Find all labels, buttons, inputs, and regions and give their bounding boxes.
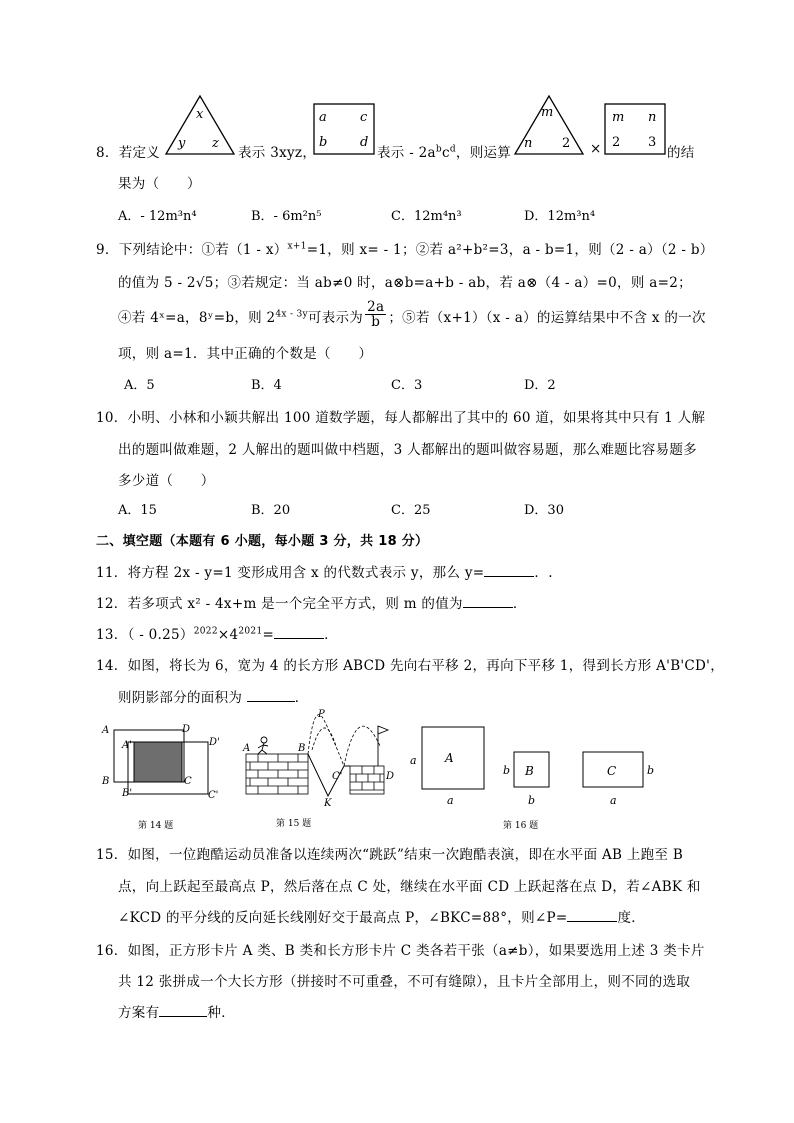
figure-16 [405, 718, 665, 833]
q8-box1-br: d [360, 135, 369, 150]
fig16-caption: 第 16 题 [503, 821, 539, 831]
section2-heading: 二、填空题（本题有 6 小题，每小题 3 分，共 18 分） [96, 534, 429, 549]
q8-triangle-mn2 [512, 94, 586, 158]
q8-box1-tl: a [319, 110, 327, 125]
fig15-right-wall [350, 766, 384, 794]
fig15-label-A: A [243, 743, 251, 754]
fig15-jump-arc-2 [344, 726, 380, 766]
q15-answer-blank[interactable] [567, 908, 617, 922]
fig16-c-right: b [647, 764, 655, 777]
fig14-shaded [134, 742, 182, 782]
q8-option-a[interactable]: A．- 12m³n⁴ [118, 209, 197, 224]
q9-frac-den: b [371, 314, 381, 330]
q8-mid2-sup1: b [435, 144, 442, 155]
q9-line3-b: 可表示为 [307, 310, 364, 326]
fig16-a-side: a [410, 754, 417, 767]
q10-line2: 出的题叫做难题，2 人解出的题叫做中档题，3 人都解出的题叫做容易题，那么难题比容易题多 [118, 442, 697, 458]
q8-box-abcd [313, 103, 375, 155]
fig16-label-C: C [607, 764, 617, 778]
fig15-label-D: D [386, 771, 395, 782]
q8-mid2 [377, 141, 511, 161]
figure-15 [240, 706, 400, 833]
q12-answer-blank[interactable] [463, 594, 513, 608]
q8-mid1: 表示 3xyz， [238, 145, 317, 161]
fig14-caption: 第 14 题 [138, 821, 174, 831]
q8-box2-br: 3 [648, 135, 657, 150]
q12-end: ． [512, 596, 527, 612]
q8-tri2-right: 2 [562, 136, 571, 151]
fig16-label-B: B [525, 764, 534, 778]
fig15-runner-icon [258, 737, 268, 754]
q8-mid2-sup2: d [449, 144, 456, 155]
fig14-label-C1: C' [208, 790, 219, 801]
q9-line4: 项，则 a=1．其中正确的个数是（ ） [118, 346, 373, 362]
q13-end: ． [324, 627, 338, 643]
fig16-c-bottom: a [610, 794, 617, 807]
q9-option-b[interactable]: B．4 [251, 378, 282, 393]
fig14-label-A1: A' [122, 740, 132, 751]
q9-option-d[interactable]: D．2 [524, 378, 556, 393]
q8-tri1-left: y [178, 136, 186, 151]
q8-option-b[interactable]: B．- 6m²n⁵ [251, 209, 322, 224]
q9-option-c[interactable]: C．3 [391, 378, 423, 393]
q14-end: ． [294, 690, 309, 706]
fig15-label-P: P [318, 709, 325, 720]
q11-answer-blank[interactable] [484, 563, 534, 577]
q10-line3: 多少道（ ） [118, 473, 215, 489]
q14-answer-blank[interactable] [247, 688, 295, 702]
q8-tri1-right: z [212, 136, 219, 151]
q8-option-d[interactable]: D．12m³n⁴ [524, 209, 596, 224]
fig16-b-side: b [503, 764, 511, 777]
fig15-left-wall [246, 754, 308, 794]
fig16-b-bottom: b [528, 794, 536, 807]
q9-line3 [118, 299, 706, 338]
q8-line2: 果为（ ） [118, 176, 201, 192]
fig15-flag-icon [378, 726, 388, 766]
q10-option-d[interactable]: D．30 [524, 503, 564, 518]
q15-line3 [118, 906, 645, 926]
q8-box2-tr: n [648, 110, 657, 125]
q9-line1-b: =1，则 x= - 1；②若 a²+b²=3，a - b=1，则（2 - a）（2 - b） [306, 242, 714, 258]
q16-line3-text: 方案有 [118, 1005, 160, 1021]
q13-answer-blank[interactable] [274, 625, 324, 639]
q14-line2-text: 则阴影部分的面积为 [118, 690, 247, 706]
q15-line2: 点，向上跃起至最高点 P，然后落在点 C 处，继续在水平面 CD 上跃起落在点 D，若∠ABK 和 [118, 879, 701, 895]
q14-line2 [118, 686, 309, 706]
q12 [96, 592, 527, 612]
fig14-label-D1: D' [209, 737, 220, 748]
q8-box1-bl: b [319, 135, 328, 150]
q16-line3 [118, 1001, 235, 1021]
q8-tri2-top: m [541, 105, 554, 120]
q16-end: 种． [207, 1005, 236, 1021]
q8-box1-tr: c [360, 110, 368, 125]
q13-sup2: 2021 [238, 626, 263, 637]
fig14-label-B: B [102, 776, 110, 787]
q9-line3-sup: 4x - 3y [275, 309, 308, 320]
q13-text-a: 13．（ - 0.25） [96, 627, 194, 643]
fig14-label-D: D [182, 724, 191, 735]
q8-box-mn23 [604, 103, 666, 155]
q16-answer-blank[interactable] [159, 1003, 207, 1017]
q11-text: 11．将方程 2x - y=1 变形成用含 x 的代数式表示 y，那么 y= [96, 565, 485, 581]
q16-line1: 16．如图，正方形卡片 A 类、B 类和长方形卡片 C 类各若干张（a≠b），如果要选用上述 3 类卡片 [96, 943, 705, 959]
fig15-label-K: K [324, 798, 332, 809]
q8-line1 [96, 141, 160, 165]
q12-text: 12．若多项式 x² - 4x+m 是一个完全平方式，则 m 的值为 [96, 596, 463, 612]
q8-mid2-a: 表示 - 2a [377, 145, 436, 161]
q9-line3-c: ；⑤若（x+1）（x - a）的运算结果中不含 x 的一次 [388, 310, 706, 326]
fig14-label-A: A [102, 725, 110, 736]
q8-times: × [590, 141, 602, 157]
q13-sup1: 2022 [193, 626, 218, 637]
q10-option-a[interactable]: A．15 [118, 503, 157, 518]
q9-line2: 的值为 5 - 2√5；③若规定：当 ab≠0 时，a⊗b=a+b - ab，若 a⊗（4 - a）=0，则 a=2； [118, 275, 692, 291]
q13 [96, 623, 338, 643]
q8-lead: 若定义 [118, 145, 161, 161]
q9-line1 [96, 238, 714, 258]
q15-line1: 15．如图，一位跑酷运动员准备以连续两次“跳跃”结束一次跑酷表演，即在水平面 AB 上跑至 B [96, 847, 684, 863]
q10-line1: 10．小明、小林和小颖共解出 100 道数学题，每人都解出了其中的 60 道，如果将其中只有 1 人解 [96, 410, 706, 426]
q8-tri1-top: x [196, 107, 204, 122]
q9-frac-num: 2a [367, 299, 385, 315]
q13-text-c: = [262, 627, 275, 643]
q14-line1: 14．如图，将长为 6，宽为 4 的长方形 ABCD 先向右平移 2，再向下平移 1，得到长方形 A'B'CD'， [96, 658, 724, 674]
fig15-label-B: B [298, 743, 306, 754]
fig15-jump-arc-1 [308, 715, 344, 766]
q9-line1-sup: x+1 [287, 241, 307, 252]
fig15-label-C: C' [332, 771, 343, 782]
q9-fraction [365, 300, 386, 329]
q11-end: ．. [534, 565, 553, 581]
q15-line3-text: ∠KCD 的平分线的反向延长线刚好交于最高点 P，∠BKC=88°，则∠P= [118, 910, 568, 926]
figure-14 [96, 718, 236, 833]
q11 [96, 561, 553, 581]
q8-box2-tl: m [612, 110, 625, 125]
q8-tail: 的结 [667, 145, 695, 161]
fig16-a-bottom: a [447, 794, 454, 807]
fig14-label-C: C [184, 776, 192, 787]
q8-option-c[interactable]: C．12m⁴n³ [391, 209, 462, 224]
q8-box2-bl: 2 [612, 135, 621, 150]
q8-tri2-left: n [524, 136, 533, 151]
fig16-label-A: A [445, 751, 454, 765]
q10-option-c[interactable]: C．25 [391, 503, 431, 518]
q9-line3-a: ④若 4ˣ=a，8ʸ=b，则 2 [118, 310, 276, 326]
q9-line1-a: 9．下列结论中：①若（1 - x） [96, 242, 288, 258]
q10-option-b[interactable]: B．20 [251, 503, 291, 518]
fig15-caption: 第 15 题 [276, 819, 312, 829]
q8-triangle-xyz [163, 94, 237, 158]
q9-option-a[interactable]: A．5 [124, 378, 155, 393]
q15-end: 度． [617, 910, 646, 926]
fig14-label-B1: B' [122, 788, 133, 799]
q8-mid2-c: c [441, 145, 450, 161]
q8-number: 8． [96, 145, 119, 161]
q13-text-b: ×4 [217, 627, 239, 643]
q8-mid2-end: ，则运算 [455, 145, 512, 161]
q16-line2: 共 12 张拼成一个大长方形（拼接时不可重叠，不可有缝隙），且卡片全部用上，则不同的选取 [118, 974, 691, 990]
